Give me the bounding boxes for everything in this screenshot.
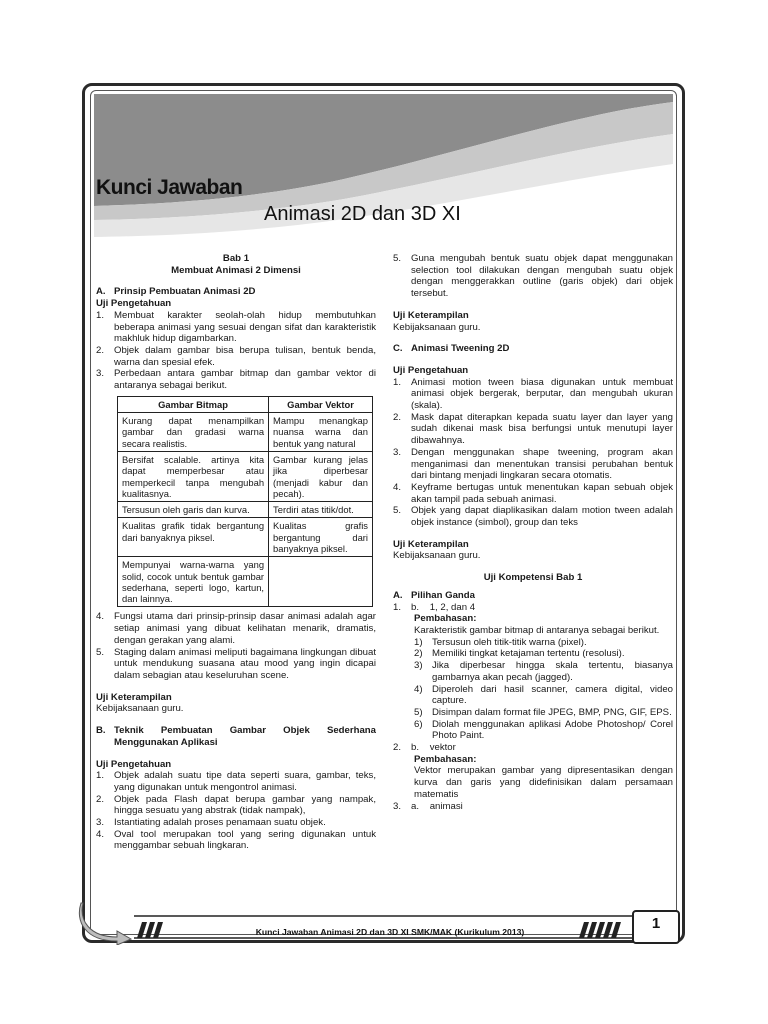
table-row — [118, 413, 373, 452]
chapter-number: Bab 1 — [222, 253, 250, 264]
section-b-heading: B. Teknik Pembuatan Gambar Objek Sederhana Menggunakan Aplikasi — [96, 725, 376, 748]
list-item: 4. Fungsi utama dari prinsip-prinsip dasar animasi adalah agar setiap animasi yang dibuat kelihatan menarik, dramatis, dengan gerakan yang alami. — [96, 611, 376, 646]
pembahasan-label: Pembahasan: — [414, 753, 477, 765]
list-item: 4. Keyframe bertugas untuk menentukan kapan sebuah objek akan tampil pada sebuah animasi. — [393, 481, 673, 505]
table-cell — [269, 557, 373, 607]
table-header-bitmap: Gambar Bitmap — [118, 396, 269, 412]
list-item: 1. Animasi motion tween biasa digunakan untuk membuat animasi objek bergerak, berputar, dan mengubah ukuran (skala). — [393, 376, 673, 412]
list-item: 5) Disimpan dalam format file JPEG, BMP, PNG, GIF, EPS. — [414, 706, 672, 718]
list-item: 1) Tersusun oleh titik-titik warna (pixel). — [414, 636, 587, 648]
table-cell: Mempunyai warna-warna yang solid, cocok untuk bentuk gambar sederhana, seperti logo, kartun, dan lainnya. — [118, 557, 269, 607]
list-item: 4. Oval tool merupakan tool yang sering digunakan untuk menggambar sebuah lingkaran. — [96, 828, 376, 852]
table-cell: Mampu menangkap nuansa warna dan bentuk yang natural — [269, 413, 373, 452]
uji-pengetahuan-label: Uji Pengetahuan — [96, 758, 172, 770]
list-item: 4) Diperoleh dari hasil scanner, camera digital, video capture. — [414, 683, 673, 707]
uji-keterampilan-label: Uji Keterampilan — [393, 309, 469, 321]
curved-arrow-icon — [75, 895, 135, 950]
table-row — [118, 451, 373, 501]
answer-item: 2. b. vektor — [393, 742, 456, 754]
table-row — [118, 557, 373, 607]
list-item: 5. Guna mengubah bentuk suatu objek dapat menggunakan selection tool dilakukan dengan mengubah suatu objek dengan menggerakkan outline (garis objek) dari objek tersebut. — [393, 253, 673, 300]
section-c-heading: C. Animasi Tweening 2D — [393, 343, 510, 355]
table-row — [118, 502, 373, 518]
subject-heading: Kunci Jawaban — [96, 176, 243, 199]
table-cell: Tersusun oleh garis dan kurva. — [118, 502, 269, 518]
uji-pengetahuan-label: Uji Pengetahuan — [96, 298, 172, 310]
kebijaksanaan-text: Kebijaksanaan guru. — [393, 321, 481, 333]
list-item: 2. Mask dapat diterapkan kepada suatu layer dan layer yang sudah dikenai mask bisa berfungsi untuk menutupi layer dibawahnya. — [393, 411, 673, 447]
left-column — [96, 253, 376, 852]
list-item: 5. Objek yang dapat diaplikasikan dalam motion tween adalah objek instance (simbol), group dan teks — [393, 505, 673, 529]
pilihan-ganda-heading: A. Pilihan Ganda — [393, 589, 475, 601]
comparison-table — [117, 396, 373, 608]
list-item: 3. Perbedaan antara gambar bitmap dan gambar vektor di antaranya sebagai berikut. — [96, 368, 376, 392]
kompetensi-title: Uji Kompetensi Bab 1 — [483, 572, 583, 584]
kebijaksanaan-text: Kebijaksanaan guru. — [96, 703, 184, 715]
list-item: 1. Objek adalah suatu tipe data seperti suara, gambar, teks, yang digunakan untuk mengontrol animasi. — [96, 770, 376, 793]
chapter-title: Membuat Animasi 2 Dimensi — [171, 264, 301, 276]
table-row — [118, 518, 373, 557]
footer-text: Kunci Jawaban Animasi 2D dan 3D XI SMK/MAK (Kurikulum 2013) — [255, 927, 525, 937]
table-cell: Kualitas grafis bergantung dari banyaknya piksel. — [269, 518, 373, 557]
list-item: 6) Diolah menggunakan aplikasi Adobe Photoshop/ Corel Photo Paint. — [414, 718, 673, 742]
table-cell: Kualitas grafik tidak bergantung dari banyaknya piksel. — [118, 518, 269, 557]
list-item: 2. Objek pada Flash dapat berupa gambar yang nampak, hingga sesuatu yang abstrak (tidak nampak), — [96, 793, 376, 817]
kebijaksanaan-text: Kebijaksanaan guru. — [393, 550, 481, 562]
answer-item: 3. a. animasi — [393, 800, 463, 812]
right-column — [393, 253, 673, 812]
table-cell: Bersifat scalable. artinya kita dapat memperbesar atau memperkecil tanpa mengubah kualitasnya. — [118, 451, 269, 501]
pembahasan-label: Pembahasan: — [414, 613, 477, 625]
table-cell: Gambar kurang jelas jika diperbesar (menjadi kabur dan pecah). — [269, 451, 373, 501]
table-cell: Terdiri atas titik/dot. — [269, 502, 373, 518]
list-item: 3. Istantiating adalah proses penamaan suatu objek. — [96, 817, 326, 829]
answer-item: 1. b. 1, 2, dan 4 — [393, 601, 476, 613]
page-title: Animasi 2D dan 3D XI — [264, 203, 461, 225]
pembahasan-text: Vektor merupakan gambar yang dipresentasikan dengan kurva dan garis yang didefinisikan dalam persamaan matematis — [414, 765, 673, 800]
list-item: 5. Staging dalam animasi meliputi bagaimana lingkungan dibuat untuk mendukung suasana atau mood yang ingin dicapai dalam sebagian atau keseluruhan scene. — [96, 646, 376, 681]
list-item: 3. Dengan menggunakan shape tweening, program akan menganimasi dan menentukan transisi perubahan bentuk dari bintang menjadi lingkaran secara otomatis. — [393, 446, 673, 482]
list-item: 2) Memiliki tingkat ketajaman tertentu (resolusi). — [414, 648, 625, 660]
uji-keterampilan-label: Uji Keterampilan — [96, 691, 172, 703]
uji-keterampilan-label: Uji Keterampilan — [393, 538, 469, 550]
uji-pengetahuan-label: Uji Pengetahuan — [393, 364, 469, 376]
list-item: 1. Membuat karakter seolah-olah hidup membutuhkan beberapa animasi yang sesuai dengan sifat dan karakteristik makhluk hidup digambarkan. — [96, 309, 376, 345]
pembahasan-text: Karakteristik gambar bitmap di antaranya sebagai berikut. — [414, 624, 660, 636]
table-header-vektor: Gambar Vektor — [269, 396, 373, 412]
section-a-heading: A. Prinsip Pembuatan Animasi 2D — [96, 286, 256, 298]
table-header-row — [118, 396, 373, 412]
table-cell: Kurang dapat menampilkan gambar dan gradasi warna secara realistis. — [118, 413, 269, 452]
list-item: 3) Jika diperbesar hingga skala tertentu, biasanya gambarnya akan pecah (jagged). — [414, 660, 673, 683]
page-number: 1 — [651, 915, 661, 932]
list-item: 2. Objek dalam gambar bisa berupa tulisan, bentuk benda, warna dan spesial efek. — [96, 344, 376, 368]
